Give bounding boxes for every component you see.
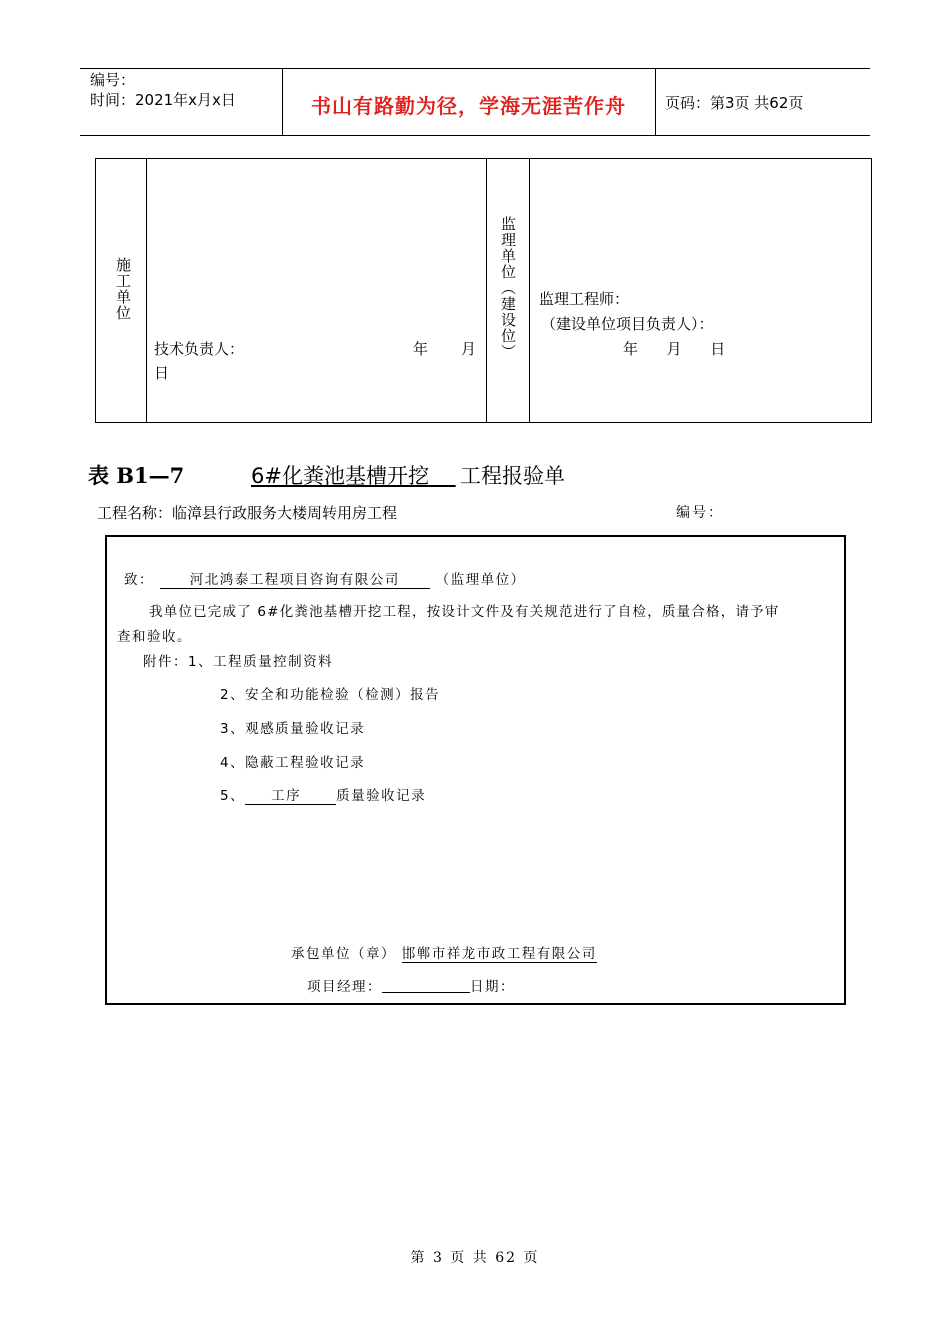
signoff-divider-1 — [146, 159, 147, 422]
contractor-line — [291, 942, 597, 963]
addressee-suffix: （监理单位） — [435, 572, 526, 588]
page-footer: 第 3 页 共 62 页 — [410, 1250, 540, 1266]
signoff-divider-2 — [486, 159, 487, 422]
header-divider-right — [655, 69, 656, 136]
form-number-label: 编号： — [676, 505, 724, 521]
form-title — [88, 460, 184, 490]
signoff-year: 年 — [413, 340, 429, 358]
addressee-line — [124, 568, 526, 589]
attachment-1: 附件：1、工程质量控制资料 — [143, 654, 334, 670]
header-number-label: 编号： — [90, 71, 136, 89]
project-name: 工程名称：临漳县行政服务大楼周转用房工程 — [97, 504, 398, 522]
supervisor-unit-label: 监理单位（建设位） — [499, 216, 517, 360]
header-time-label: 时间：2021年x月x日 — [90, 91, 236, 109]
contractor-name: 邯郸市祥龙市政工程有限公司 — [402, 942, 597, 963]
signoff-table — [95, 158, 872, 423]
header-motto: 书山有路勤为径，学海无涯苦作舟 — [311, 94, 626, 118]
form-subject-text: 6#化粪池基槽开挖 — [251, 464, 429, 488]
addressee-unit: 河北鸿泰工程项目咨询有限公司 — [160, 568, 430, 589]
manager-label: 项目经理： — [307, 979, 382, 995]
tech-lead-label: 技术负责人： — [154, 340, 245, 358]
manager-line — [307, 975, 515, 995]
header-page-code: 页码：第3页 共62页 — [665, 94, 804, 112]
signoff-divider-3 — [529, 159, 530, 422]
attachment-4: 4、隐蔽工程验收记录 — [220, 755, 366, 771]
report-body-line-2: 查和验收。 — [117, 629, 192, 645]
signoff-month: 月 — [461, 340, 477, 358]
form-name: 工程报验单 — [460, 464, 565, 488]
attachment-5: 5、 工序 质量验收记录 — [220, 784, 426, 805]
owner-representative-label: （建设单位项目负责人）： — [541, 315, 714, 333]
attachment-5-fill: 工序 — [245, 784, 336, 805]
header-top-rule — [80, 68, 870, 69]
date-label: 日期： — [470, 979, 515, 995]
table-number: 表 B1—7 — [88, 463, 185, 488]
form-subject — [251, 460, 456, 490]
manager-signature-blank — [382, 978, 470, 993]
inspection-report-box — [105, 535, 846, 1005]
header-bottom-rule — [80, 135, 870, 136]
contractor-prefix: 承包单位（章） — [291, 946, 396, 962]
supervisor-date-line: 年 月 日 — [623, 340, 726, 358]
supervising-engineer-label: 监理工程师： — [539, 290, 630, 308]
report-body-line-1: 我单位已完成了 6#化粪池基槽开挖工程，按设计文件及有关规范进行了自检，质量合格，请予审 — [149, 604, 780, 620]
attachment-2: 2、安全和功能检验（检测）报告 — [220, 687, 441, 703]
contractor-unit-label: 施工单位 — [114, 257, 132, 321]
addressee-prefix: 致： — [124, 572, 154, 588]
attachment-3: 3、观感质量验收记录 — [220, 721, 366, 737]
signoff-day: 日 — [154, 364, 170, 382]
